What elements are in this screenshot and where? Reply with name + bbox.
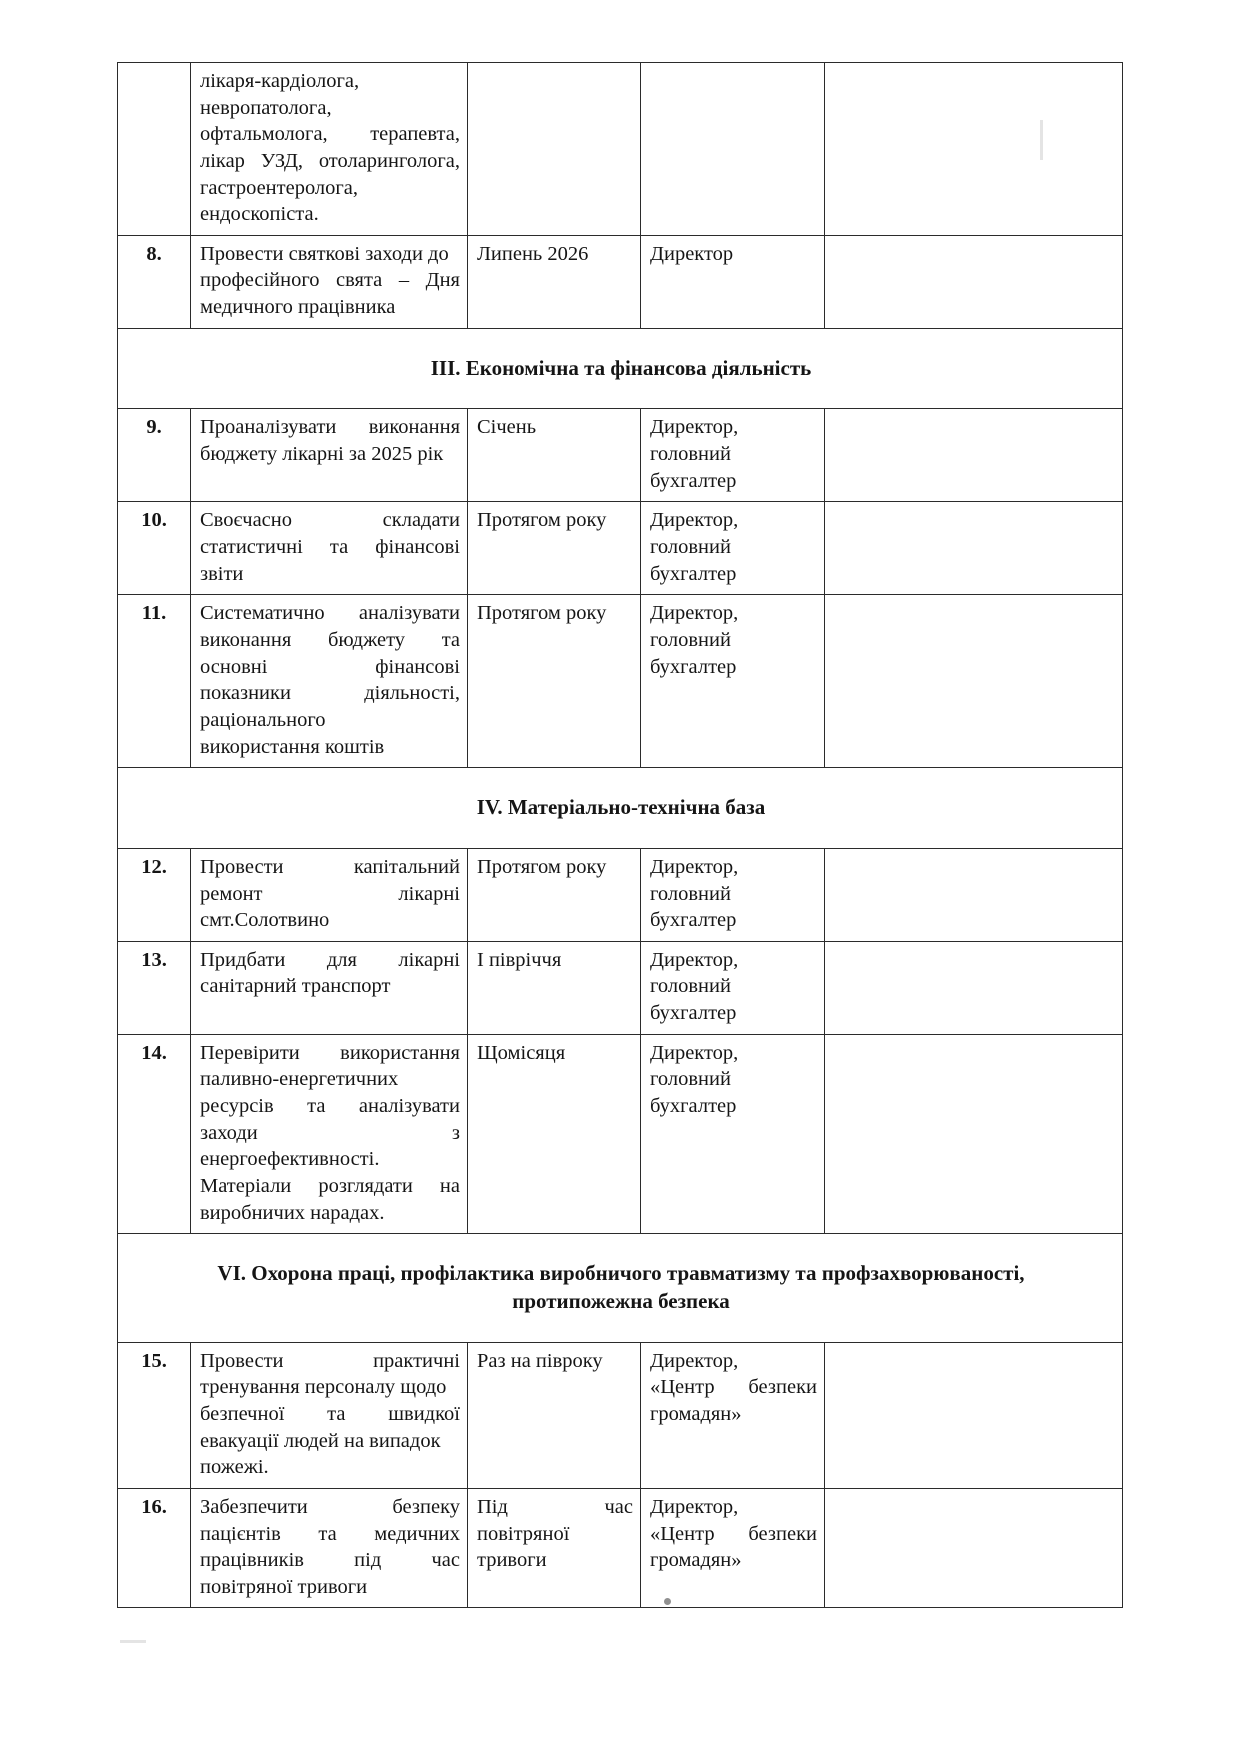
task-cell <box>191 941 468 1034</box>
task-cell <box>191 1342 468 1488</box>
text-line <box>200 1093 460 1120</box>
text-fragment: «Центр <box>650 1376 715 1399</box>
row-number-cell: 12. <box>118 848 191 941</box>
text-line: Директор, <box>650 1349 739 1372</box>
text-fragment: ресурсів <box>200 1095 274 1118</box>
row-number-cell: 10. <box>118 502 191 595</box>
text-fragment: бюджету <box>327 628 406 651</box>
responsible-cell <box>641 1488 825 1608</box>
text-line: смт.Солотвино <box>200 909 330 932</box>
section-heading-line: VI. Охорона праці, профілактика виробничого травматизму та профзахворюваності, <box>217 1261 1025 1286</box>
text-fragment: розглядати <box>318 1174 413 1197</box>
text-fragment: Під <box>477 1495 508 1518</box>
table-row <box>118 409 1123 502</box>
text-line <box>200 1494 460 1521</box>
text-fragment: та <box>318 1522 337 1545</box>
row-number-cell: 15. <box>118 1342 191 1488</box>
text-fragment: ремонт <box>200 882 263 905</box>
note-cell <box>825 1488 1123 1608</box>
text-line <box>200 507 460 534</box>
text-fragment: отоларинголога, <box>318 149 460 172</box>
text-line: громадян» <box>650 1549 742 1572</box>
term-cell <box>468 1488 641 1608</box>
section-heading-line: IV. Матеріально-технічна база <box>476 795 766 820</box>
text-fragment: для <box>326 948 357 971</box>
section-heading-row <box>118 768 1123 849</box>
text-line: використання коштів <box>200 735 385 758</box>
table-row <box>118 1034 1123 1233</box>
text-fragment: «Центр <box>650 1522 715 1545</box>
note-cell <box>825 1342 1123 1488</box>
responsible-cell <box>641 941 825 1034</box>
section-heading <box>118 768 1123 849</box>
text-line <box>650 1521 817 1548</box>
row-number-cell: 9. <box>118 409 191 502</box>
responsible-cell <box>641 502 825 595</box>
text-line: бухгалтер <box>650 469 737 492</box>
text-fragment: безпеки <box>748 1376 817 1399</box>
text-line <box>477 1494 633 1521</box>
text-line: Директор, <box>650 1495 739 1518</box>
text-fragment: УЗД, <box>260 149 304 172</box>
term-cell <box>468 502 641 595</box>
task-cell <box>191 595 468 768</box>
plan-table-body <box>118 63 1123 1608</box>
text-line <box>200 680 460 707</box>
table-row <box>118 595 1123 768</box>
text-line <box>200 267 460 294</box>
term-cell <box>468 1034 641 1233</box>
text-fragment: – <box>398 269 410 292</box>
text-line: головний <box>650 882 731 905</box>
text-fragment: свята <box>336 269 383 292</box>
responsible-cell <box>641 1034 825 1233</box>
table-row <box>118 1488 1123 1608</box>
text-line <box>200 947 460 974</box>
text-line <box>200 1173 460 1200</box>
text-line: головний <box>650 1068 731 1091</box>
text-line <box>200 414 460 441</box>
note-cell <box>825 941 1123 1034</box>
text-line: бухгалтер <box>650 655 737 678</box>
text-fragment: фінансові <box>375 536 460 559</box>
text-line <box>200 1401 460 1428</box>
text-line: Директор, <box>650 509 739 532</box>
text-line: Директор, <box>650 416 739 439</box>
row-number-cell: 16. <box>118 1488 191 1608</box>
section-heading <box>118 1234 1123 1342</box>
text-fragment: та <box>307 1095 326 1118</box>
text-line: енергоефективності. <box>200 1148 380 1171</box>
table-row <box>118 848 1123 941</box>
text-fragment: практичні <box>373 1349 460 1372</box>
text-line <box>200 534 460 561</box>
text-line: Щомісяця <box>477 1041 566 1064</box>
text-line: гастроентеролога, <box>200 176 359 199</box>
text-fragment: Проаналізувати <box>200 416 337 439</box>
text-line: бухгалтер <box>650 909 737 932</box>
row-number-cell: 11. <box>118 595 191 768</box>
text-fragment: фінансові <box>375 655 460 678</box>
text-line <box>200 654 460 681</box>
note-cell <box>825 63 1123 236</box>
task-cell <box>191 235 468 328</box>
text-line: Директор, <box>650 602 739 625</box>
text-line: Директор <box>650 242 734 265</box>
text-line: бухгалтер <box>650 1002 737 1025</box>
note-cell <box>825 1034 1123 1233</box>
task-cell <box>191 848 468 941</box>
text-line: головний <box>650 443 731 466</box>
scan-artifact-dot <box>664 1598 671 1605</box>
section-heading <box>118 328 1123 409</box>
text-fragment: з <box>451 1121 460 1144</box>
note-cell <box>825 502 1123 595</box>
table-row <box>118 1342 1123 1488</box>
text-fragment: лікарні <box>398 948 460 971</box>
text-line: виробничих нарадах. <box>200 1201 385 1224</box>
text-line: I півріччя <box>477 948 562 971</box>
text-line: невропатолога, <box>200 96 332 119</box>
note-cell <box>825 409 1123 502</box>
text-line: Протягом року <box>477 602 607 625</box>
text-fragment: використання <box>340 1041 460 1064</box>
text-fragment: Провести <box>200 1349 284 1372</box>
text-line <box>200 600 460 627</box>
text-line: Раз на півроку <box>477 1349 603 1372</box>
text-fragment: показники <box>200 682 291 705</box>
section-heading-line: протипожежна безпека <box>512 1288 730 1313</box>
term-cell <box>468 63 641 236</box>
text-line: повітряної тривоги <box>200 1575 368 1598</box>
task-cell <box>191 409 468 502</box>
responsible-cell <box>641 595 825 768</box>
text-line: бухгалтер <box>650 1095 737 1118</box>
text-line: звіти <box>200 562 244 585</box>
term-cell <box>468 941 641 1034</box>
text-line: лікаря-кардіолога, <box>200 70 360 92</box>
section-heading-line: III. Економічна та фінансова діяльність <box>430 355 812 380</box>
text-line <box>200 854 460 881</box>
text-line: громадян» <box>650 1402 742 1425</box>
text-fragment: капітальний <box>353 855 460 878</box>
text-line <box>200 1120 460 1147</box>
row-number-cell <box>118 63 191 236</box>
text-fragment: та <box>327 1402 346 1425</box>
term-cell <box>468 235 641 328</box>
text-fragment: час <box>431 1549 460 1572</box>
term-cell <box>468 1342 641 1488</box>
text-line: ендоскопіста. <box>200 203 319 226</box>
task-cell <box>191 63 468 236</box>
responsible-cell <box>641 63 825 236</box>
text-fragment: безпеку <box>392 1495 460 1518</box>
text-fragment: безпеки <box>748 1522 817 1545</box>
text-fragment: Забезпечити <box>200 1495 308 1518</box>
text-fragment: діяльності, <box>364 682 460 705</box>
text-line: повітряної <box>477 1522 570 1545</box>
text-line: санітарний транспорт <box>200 975 391 998</box>
text-fragment: складати <box>382 509 460 532</box>
scan-speck <box>1040 120 1043 160</box>
text-fragment: працівників <box>200 1549 304 1572</box>
table-row <box>118 502 1123 595</box>
text-fragment: Придбати <box>200 948 286 971</box>
text-line: Січень <box>477 416 537 439</box>
task-cell <box>191 1034 468 1233</box>
text-fragment: безпечної <box>200 1402 285 1425</box>
text-line: Протягом року <box>477 855 607 878</box>
text-fragment: під <box>354 1549 382 1572</box>
text-line: Директор, <box>650 1041 739 1064</box>
text-fragment: медичних <box>374 1522 460 1545</box>
task-cell <box>191 502 468 595</box>
text-fragment: пацієнтів <box>200 1522 281 1545</box>
table-row <box>118 941 1123 1034</box>
text-line <box>200 1348 460 1375</box>
text-line: Протягом року <box>477 509 607 532</box>
text-line: головний <box>650 975 731 998</box>
text-line: пожежі. <box>200 1456 269 1479</box>
text-line <box>200 881 460 908</box>
table-row <box>118 63 1123 236</box>
section-heading-row <box>118 1234 1123 1342</box>
text-fragment: аналізувати <box>358 602 460 625</box>
text-line: Директор, <box>650 855 739 878</box>
text-fragment: час <box>604 1495 633 1518</box>
text-line: тренування персоналу щодо <box>200 1376 447 1399</box>
responsible-cell <box>641 235 825 328</box>
text-fragment: виконання <box>200 628 292 651</box>
note-cell <box>825 235 1123 328</box>
text-fragment: Систематично <box>200 602 325 625</box>
table-row <box>118 235 1123 328</box>
text-line <box>200 1040 460 1067</box>
text-fragment: швидкої <box>388 1402 460 1425</box>
text-fragment: заходи <box>200 1121 258 1144</box>
text-line: Провести святкові заходи до <box>200 242 449 265</box>
term-cell <box>468 595 641 768</box>
term-cell <box>468 848 641 941</box>
text-fragment: лікар <box>200 149 245 172</box>
text-line: бухгалтер <box>650 562 737 585</box>
text-line: паливно-енергетичних <box>200 1068 399 1091</box>
plan-table <box>117 62 1123 1608</box>
text-line: Липень 2026 <box>477 242 589 265</box>
text-fragment: лікарні <box>398 882 460 905</box>
term-cell <box>468 409 641 502</box>
text-fragment: та <box>441 628 460 651</box>
scan-speck <box>120 1640 146 1643</box>
row-number-cell: 8. <box>118 235 191 328</box>
text-line <box>200 627 460 654</box>
text-fragment: терапевта, <box>370 123 460 146</box>
text-line <box>200 1521 460 1548</box>
text-line <box>200 1547 460 1574</box>
responsible-cell <box>641 409 825 502</box>
text-line: медичного працівника <box>200 296 396 319</box>
row-number-cell: 13. <box>118 941 191 1034</box>
text-line <box>200 121 460 148</box>
text-fragment: Матеріали <box>200 1174 292 1197</box>
text-line: головний <box>650 536 731 559</box>
text-fragment: виконання <box>368 416 460 439</box>
text-line: бюджету лікарні за 2025 рік <box>200 443 444 466</box>
text-fragment: Дня <box>425 269 460 292</box>
text-line: раціонального <box>200 708 326 731</box>
text-line: тривоги <box>477 1549 547 1572</box>
note-cell <box>825 595 1123 768</box>
text-fragment: Своєчасно <box>200 509 292 532</box>
row-number-cell: 14. <box>118 1034 191 1233</box>
task-cell <box>191 1488 468 1608</box>
text-fragment: аналізувати <box>358 1095 460 1118</box>
text-line <box>200 148 460 175</box>
text-fragment: основні <box>200 655 268 678</box>
section-heading-row <box>118 328 1123 409</box>
responsible-cell <box>641 848 825 941</box>
note-cell <box>825 848 1123 941</box>
text-line: евакуації людей на випадок <box>200 1429 441 1452</box>
text-line <box>650 1374 817 1401</box>
responsible-cell <box>641 1342 825 1488</box>
text-line: головний <box>650 628 731 651</box>
text-line: Директор, <box>650 948 739 971</box>
text-fragment: професійного <box>200 269 320 292</box>
text-fragment: на <box>439 1174 460 1197</box>
text-fragment: Перевірити <box>200 1041 300 1064</box>
text-fragment: Провести <box>200 855 284 878</box>
text-fragment: офтальмолога, <box>200 123 328 146</box>
text-fragment: статистичні <box>200 536 303 559</box>
text-fragment: та <box>329 536 349 559</box>
